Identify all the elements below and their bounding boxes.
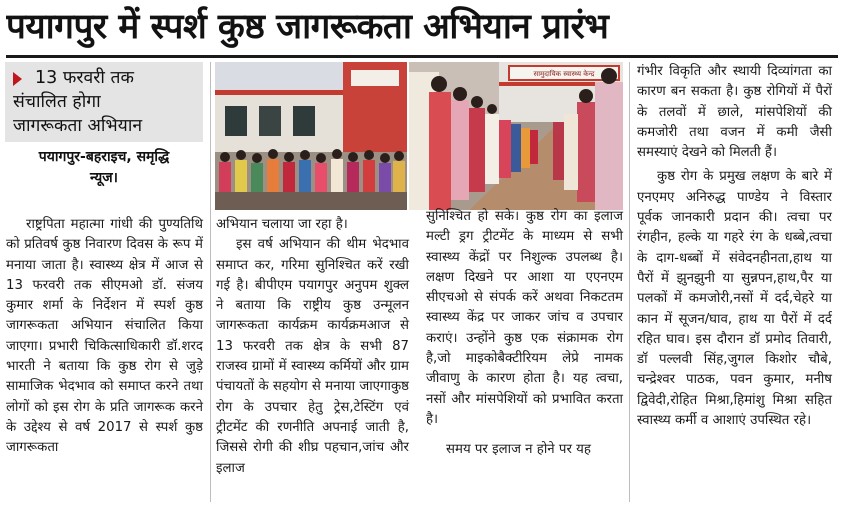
column-3-paragraph-2: समय पर इलाज न होने पर यह (446, 442, 591, 458)
column-1-paragraph: राष्ट्रपिता महात्मा गांधी की पुण्यतिथि को प्रतिवर्ष कुष्ठ निवारण दिवस के रूप में मनाया जाता है। स्वास्थ्य क्षेत्र में आज से 13 फरवरी तक सीएमओ डॉ. संजय कुमार शर्मा के निर्देशन में स्पर्श कुष्ठ जागरूकता अभियान संचालित किया जाएगा। प्रभारी चिकित्साधिकारी डॉ.शरद भारती ने बताया कि कुष्ठ रोग से जुड़े सामाजिक भेदभाव को समाप्त करने तथा लोगों को इस रोग के प्रति जागरूक करने के उद्देश्य से वर्ष 2017 से स्पर्श कुष्ठ जागरूकता (6, 217, 203, 456)
subhead-line-2: संचालित होगा (13, 92, 101, 112)
subhead-line-3: जागरूकता अभियान (13, 116, 143, 136)
column-3-paragraph-1: सुनिश्चित हो सके। कुष्ठ रोग का इलाज मल्टी ड्रग ट्रीटमेंट के माध्यम से सभी स्वास्थ्य केंद्रों पर निशुल्क उपलब्ध है। लक्षण दिखने पर आशा या एएनएम सीएचओ से संपर्क करें अथवा निकटतम स्वास्थ्य केंद्र पर जाकर जांच व उपचार कराएं। उन्होंने कुष्ठ एक संक्रामक रोग है,जो माइकोबैक्टीरियम लेप्रे नामक जीवाणु के कारण होता है। यह त्वचा, नसों और मांसपेशियों को प्रभावित करता है। (426, 209, 623, 427)
headline: पयागपुर में स्पर्श कुष्ठ जागरूकता अभियान प्रारंभ (6, 7, 609, 47)
dateline (5, 147, 203, 189)
subhead-box (5, 62, 203, 142)
dateline-place: पयागपुर-बहराइच, समृद्धि (38, 149, 170, 165)
photo-sign-text: सामुदायिक स्वास्थ्य केन्द्र (533, 70, 595, 78)
red-triangle-icon (13, 72, 22, 86)
rally-photo-1 (215, 62, 407, 210)
column-2-paragraph-1: अभियान चलाया जा रहा है। (216, 217, 348, 232)
column-2-paragraph-2: इस वर्ष अभियान की थीम भेदभाव समाप्त कर, गरिमा सुनिश्चित करें रखी गई है। बीपीएम पयागपुर अनुपम शुक्ल ने बताया कि राष्ट्रीय कुष्ठ उन्मूलन जागरूकता कार्यक्रम कार्यक्रमआज से 13 फरवरी तक क्षेत्र के सभी 87 राजस्व ग्रामों में स्वास्थ्य कर्मियों और ग्राम पंचायतों के सहयोग से मनाया जाएगाकुष्ठ रोग के उपचार हेतु ट्रेस,टेस्टिंग एवं ट्रीटमेंट की रणनीति अपनाई जाती है, जिससे रोगी की शीघ्र पहचान,जांच और इलाज (216, 237, 409, 476)
article-column-1 (6, 215, 203, 459)
dateline-source: न्यूज। (90, 170, 118, 186)
column-divider-3 (629, 62, 630, 502)
column-divider-1 (210, 62, 211, 502)
article-column-2 (216, 215, 409, 479)
headline-rule (6, 55, 838, 58)
article-column-3 (426, 207, 623, 461)
column-4-paragraph-2: कुष्ठ रोग के प्रमुख लक्षण के बारे में एनएमए अनिरुद्ध पाण्डेय ने विस्तार पूर्वक जानकारी प्रदान की। त्वचा पर रंगहीन, हल्के या गहरे रंग के धब्बे,त्वचा के दाग-धब्बों में संवेदनहीनता,हाथ या पैरों में झुनझुनी या सुन्नपन,हाथ,पैर या पलकों में कमजोरी,नसों में दर्द,चेहरे या कान में सूजन/घाव, हाथ या पैरों में दर्द रहित घाव। इस दौरान डॉ प्रमोद तिवारी, डॉ पल्लवी सिंह,जुगल किशोर चौबे, चन्द्रेश्वर पाठक, पवन कुमार, मनीष द्विवेदी,रोहित मिश्रा,हिमांशु मिश्रा सहित स्वास्थ्य कर्मी व आशाएं उपस्थित रहे। (637, 169, 832, 429)
rally-photo-1-image (215, 62, 407, 210)
subhead-line-1: 13 फरवरी तक (35, 68, 134, 88)
rally-photo-2-image (409, 62, 623, 210)
column-4-paragraph-1: गंभीर विकृति और स्थायी दिव्यांगता का कारण बन सकता है। कुष्ठ रोगियों में पैरों के तलवों में छाले, मांसपेशियों की कमजोरी तथा वजन में कमी जैसी समस्याएं देखने को मिलती हैं। (637, 64, 832, 161)
rally-photo-2 (409, 62, 623, 210)
article-column-4 (637, 62, 832, 431)
